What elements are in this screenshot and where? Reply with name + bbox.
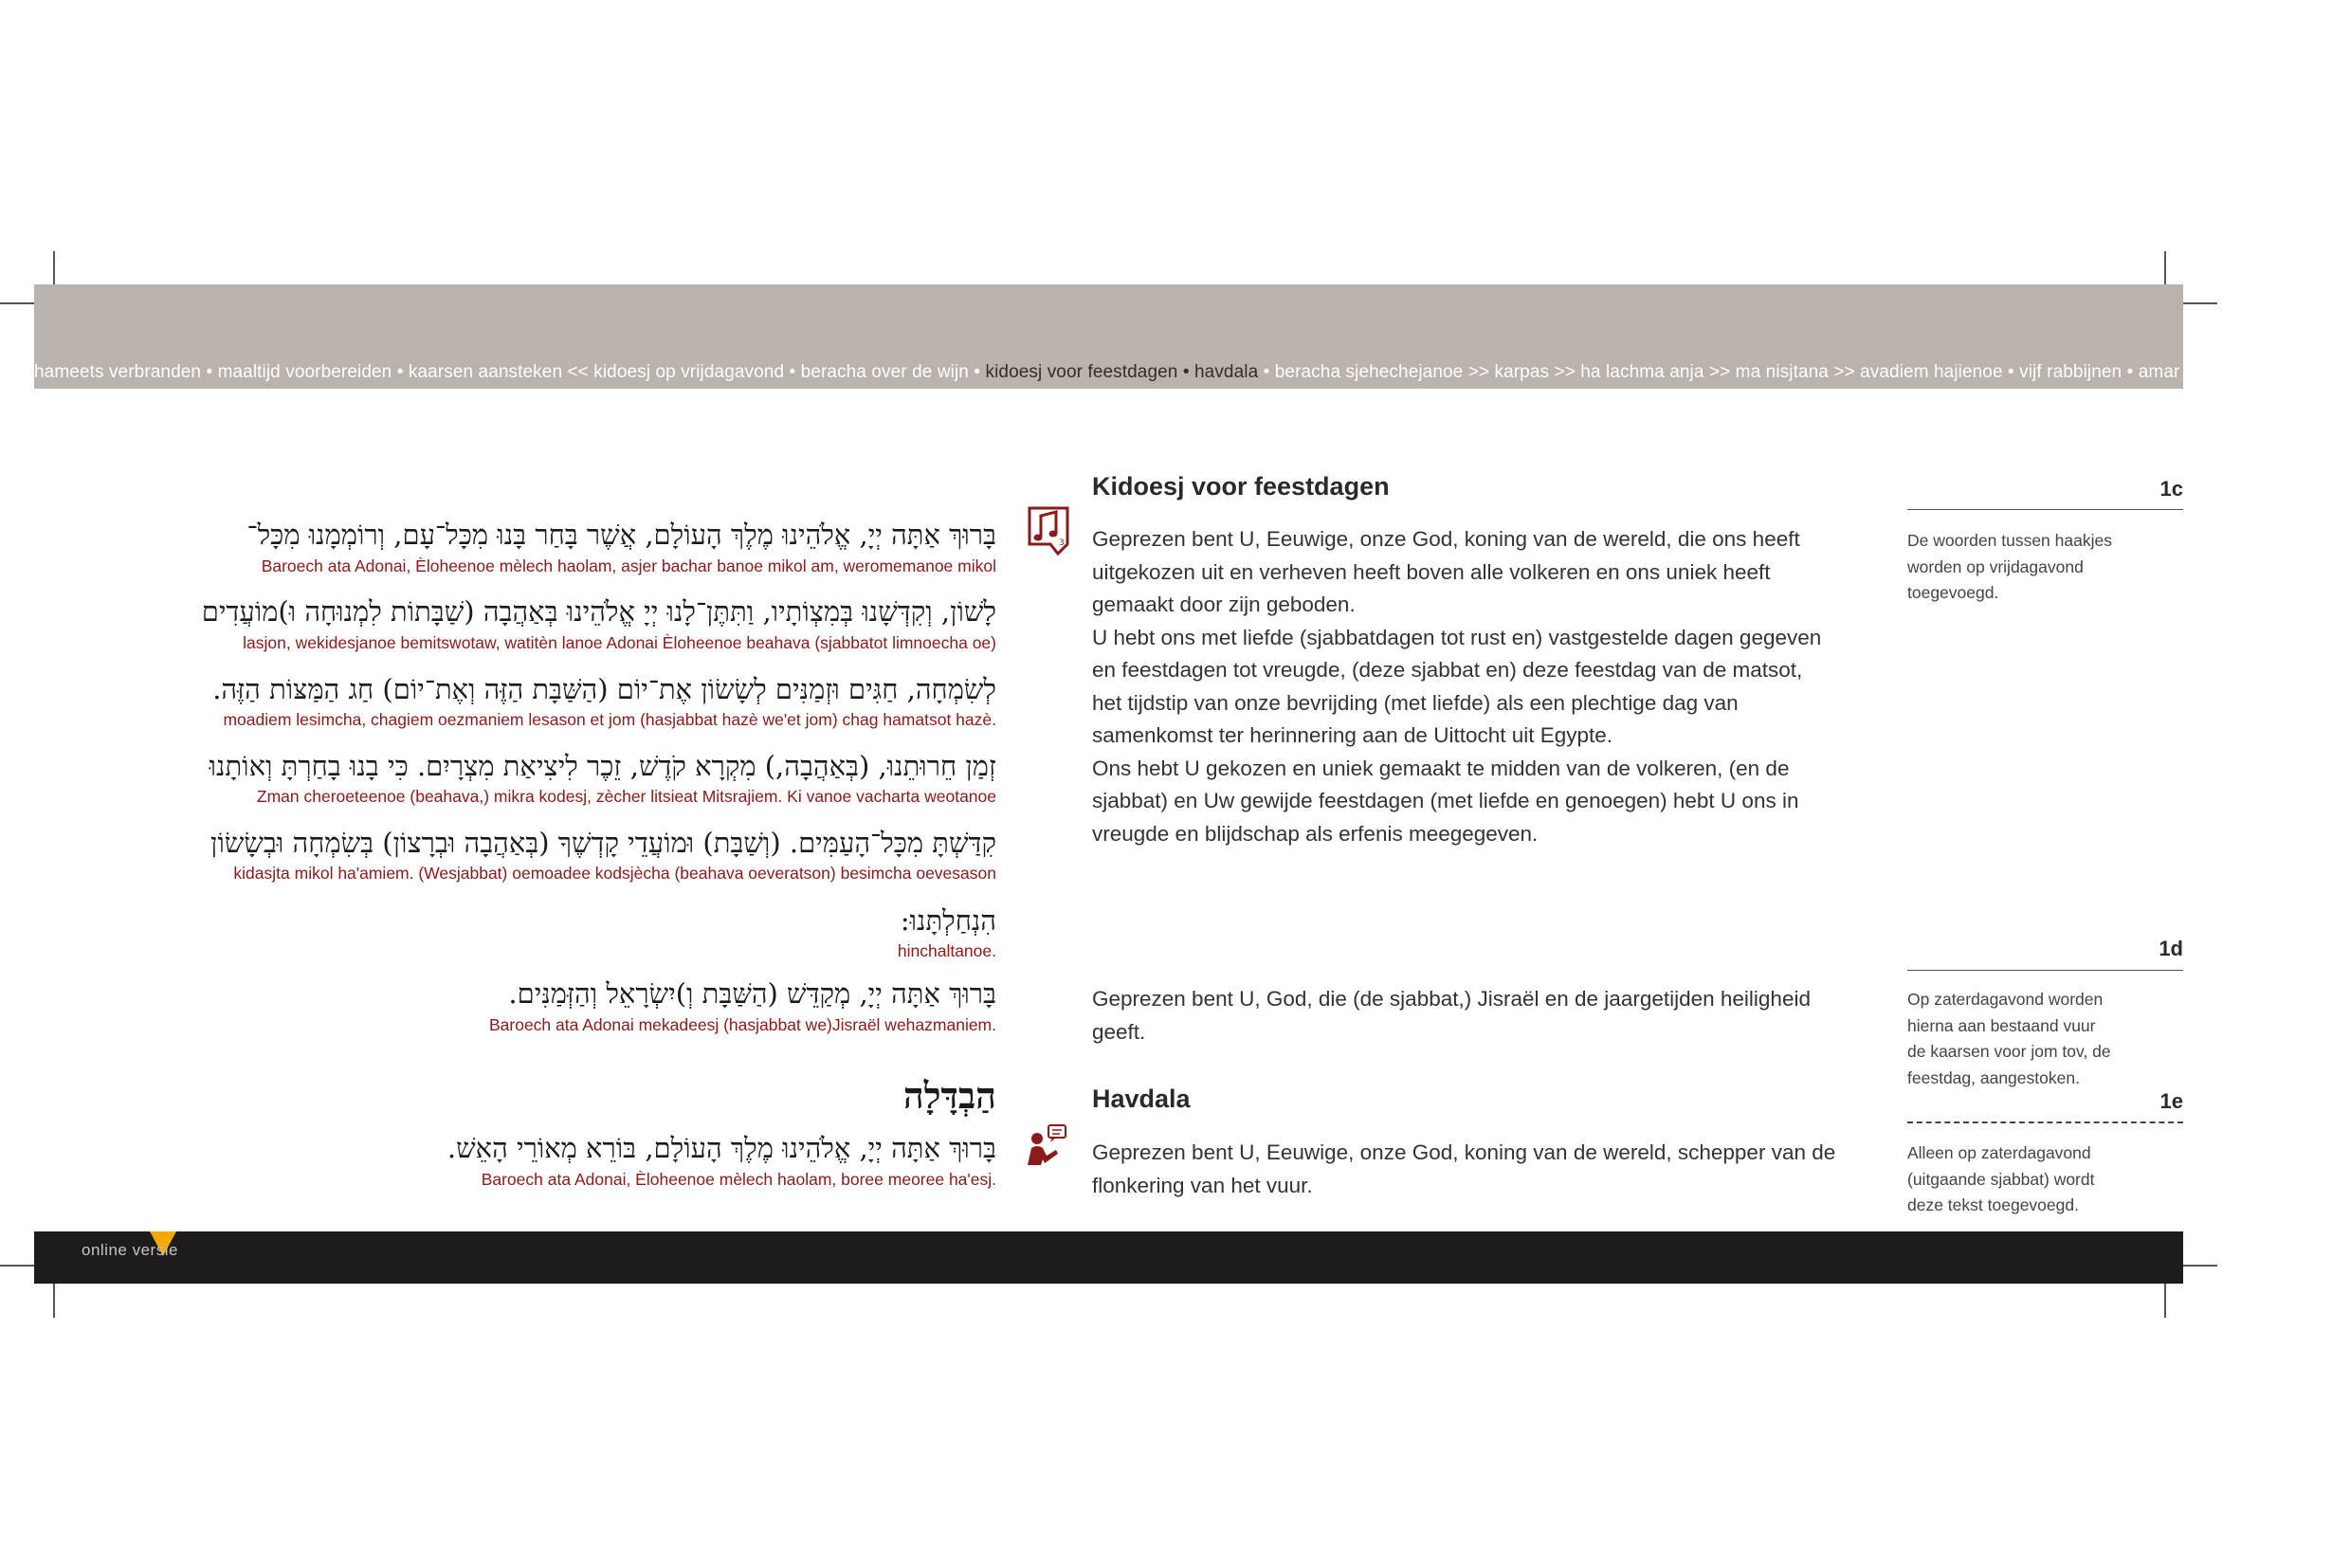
transliteration-line: Baroech ata Adonai, Èloheenoe mèlech haolam, asjer bachar banoe mikol am, weromemanoe mikol — [261, 556, 996, 575]
note-line: hierna aan bestaand vuur — [1907, 1015, 2096, 1035]
crop-mark — [53, 1284, 55, 1318]
note-line: deze tekst toegevoegd. — [1907, 1195, 2079, 1214]
note-line: De woorden tussen haakjes — [1907, 531, 2112, 550]
body-line: Geprezen bent U, Eeuwige, onze God, koning van de wereld, schepper van de — [1092, 1140, 1836, 1164]
crop-mark — [0, 302, 34, 304]
body-line: Geprezen bent U, Eeuwige, onze God, koning van de wereld, die ons heeft — [1092, 527, 1800, 551]
crop-mark — [53, 251, 55, 285]
crop-mark — [2183, 1265, 2217, 1267]
online-version-label: online versie — [82, 1241, 178, 1259]
hebrew-line: בָּרוּךְ אַתָּה יְיָ, אֱלֹהֵינוּ מֶלֶךְ הָעוֹלָם, אֲשֶׁר בָּחַר בָּנוּ מִכָּל־עָם, וְרוֹמְמָנוּ מִכָּל־ — [246, 519, 996, 551]
section-title-havdala: Havdala — [1092, 1085, 1191, 1113]
note-line: Alleen op zaterdagavond — [1907, 1143, 2091, 1162]
body-line: het tijdstip van onze bevrijding (met liefde) als een plechtige dag van — [1092, 690, 1739, 715]
note-number-1c: 1c — [2159, 477, 2183, 501]
body-line: en feestdagen tot vreugde, (deze sjabbat en) deze feestdag van de matsot, — [1092, 658, 1803, 682]
note-line: feestdag, aangestoken. — [1907, 1067, 2080, 1087]
body-line: Geprezen bent U, God, die (de sjabbat,) Jisraël en de jaargetijden heiligheid — [1092, 987, 1811, 1011]
body-line: flonkering van het vuur. — [1092, 1173, 1313, 1197]
header-band — [34, 284, 2332, 389]
hebrew-line: בָּרוּךְ אַתָּה יְיָ, מְקַדֵּשׁ (הַשַּׁבָּת וְ)יִשְׂרָאֵל וְהַזְּמַנִּים. — [508, 977, 996, 1010]
side-note — [1907, 528, 2144, 607]
side-note — [1907, 1140, 2144, 1219]
hebrew-line: זְמַן חֵרוּתֵנוּ, (בְּאַהֲבָה,) מִקְרָא קֹדֶשׁ, זֵכֶר לִיצִיאַת מִצְרָיִם. כִּי בָנוּ בָחַרְתָּ וְאוֹתָנוּ — [209, 750, 996, 782]
kidoesj-closing — [1092, 983, 1850, 1048]
body-line: vreugde en blijdschap als erfenis meegegeven. — [1092, 821, 1539, 846]
body-line: Ons hebt U gekozen en uniek gemaakt te midden van de volkeren, (en de — [1092, 756, 1790, 780]
transliteration-line: lasjon, wekidesjanoe bemitswotaw, watitèn lanoe Adonai Èloheenoe beahava (sjabbatot limnoecha oe) — [243, 633, 996, 652]
section-title-kidoesj: Kidoesj voor feestdagen — [1092, 472, 1390, 501]
side-note — [1907, 987, 2144, 1091]
breadcrumb — [34, 362, 2332, 383]
body-line: geeft. — [1092, 1019, 1146, 1044]
note-line: (uitgaande sjabbat) wordt — [1907, 1169, 2095, 1189]
note-line: toegevoegd. — [1907, 583, 1999, 602]
note-number-1d: 1d — [2159, 937, 2183, 960]
body-line: uitgekozen uit en verheven heeft boven alle volkeren en ons uniek heeft — [1092, 559, 1771, 584]
crop-mark — [2164, 1284, 2166, 1318]
transliteration-line: Baroech ata Adonai, Èloheenoe mèlech haolam, boree meoree ha'esj. — [481, 1170, 996, 1189]
note-number-1e: 1e — [2159, 1089, 2183, 1113]
note-divider — [1907, 509, 2183, 510]
havdala-body — [1092, 1137, 1850, 1202]
breadcrumb-current: kidoesj voor feestdagen • havdala — [985, 362, 1259, 382]
kidoesj-body — [1092, 523, 1850, 850]
havdala-hebrew-heading: הַבְדָּלָה — [902, 1074, 996, 1117]
body-line: samenkomst ter herinnering aan de Uittocht uit Egypte. — [1092, 723, 1613, 747]
note-line: worden op vrijdagavond — [1907, 556, 2084, 576]
transliteration-line: moadiem lesimcha, chagiem oezmaniem lesason et jom (hasjabbat hazè we'et jom) chag hamatsot hazè. — [223, 710, 996, 729]
hebrew-line: לְשִׂמְחָה, חַגִּים וּזְמַנִּים לְשָׂשׂוֹן אֶת־יוֹם (הַשַּׁבָּת הַזֶּה וְאֶת־יוֹם) חַג הַמַּצּוֹת הַזֶּה. — [212, 673, 996, 705]
reader-speaking-icon — [1024, 1121, 1071, 1169]
body-line: sjabbat) en Uw gewijde feestdagen (met liefde en genoegen) hebt U ons in — [1092, 789, 1799, 812]
body-line: gemaakt door zijn geboden. — [1092, 593, 1356, 616]
crop-mark — [2183, 302, 2217, 304]
footer-bar — [34, 1231, 2183, 1284]
hebrew-line: בָּרוּךְ אַתָּה יְיָ, אֱלֹהֵינוּ מֶלֶךְ הָעוֹלָם, בּוֹרֵא מְאוֹרֵי הָאֵשׁ. — [446, 1132, 996, 1164]
crop-mark — [0, 1265, 34, 1267]
note-divider — [1907, 970, 2183, 971]
note-line: de kaarsen voor jom tov, de — [1907, 1042, 2111, 1061]
body-line: U hebt ons met liefde (sjabbatdagen tot rust en) vastgestelde dagen gegeven — [1092, 625, 1822, 649]
breadcrumb-before: hameets verbranden • maaltijd voorbereiden • kaarsen aansteken << kidoesj op vrijdagavond • beracha over de wijn • — [34, 362, 986, 382]
hebrew-line: הִנְחַלְתָּנוּ: — [900, 904, 996, 937]
transliteration-line: Zman cheroeteenoe (beahava,) mikra kodesj, zècher litsieat Mitsrajiem. Ki vanoe vacharta weotanoe — [256, 787, 996, 806]
transliteration-line: hinchaltanoe. — [897, 941, 996, 960]
track-number: 3 — [1059, 538, 1065, 548]
crop-mark — [2164, 251, 2166, 285]
hebrew-line: קִדַּשְׁתָּ מִכָּל־הָעַמִּים. (וְשַׁבָּת) וּמוֹעֲדֵי קָדְשֶׁךָ (בְּאַהֲבָה וּבְרָצוֹן) בְּשִׂמְחָה וּבְשָׂשׂוֹן — [210, 827, 996, 859]
note-divider — [1907, 1121, 2183, 1123]
breadcrumb-after: • beracha sjehechejanoe >> karpas >> ha lachma anja >> ma nisjtana >> avadiem hajienoe • vijf rabbijnen • amar rabbi elazar << de — [1258, 362, 2332, 382]
transliteration-line: Baroech ata Adonai mekadeesj (hasjabbat we)Jisraël wehazmaniem. — [488, 1015, 996, 1034]
hebrew-line: לָשׁוֹן, וְקִדְּשָׁנוּ בְּמִצְוֹתָיו, וַתִּתֶּן־לָנוּ יְיָ אֱלֹהֵינוּ בְּאַהֲבָה (שַׁבָּתוֹת לִמְנוּחָה וּ)מוֹעֲדִים — [201, 595, 996, 628]
note-line: Op zaterdagavond worden — [1907, 990, 2104, 1009]
music-note-icon — [1024, 502, 1073, 556]
transliteration-line: kidasjta mikol ha'amiem. (Wesjabbat) oemoadee kodsjècha (beahava oeveratson) besimcha oevesason — [233, 864, 996, 883]
